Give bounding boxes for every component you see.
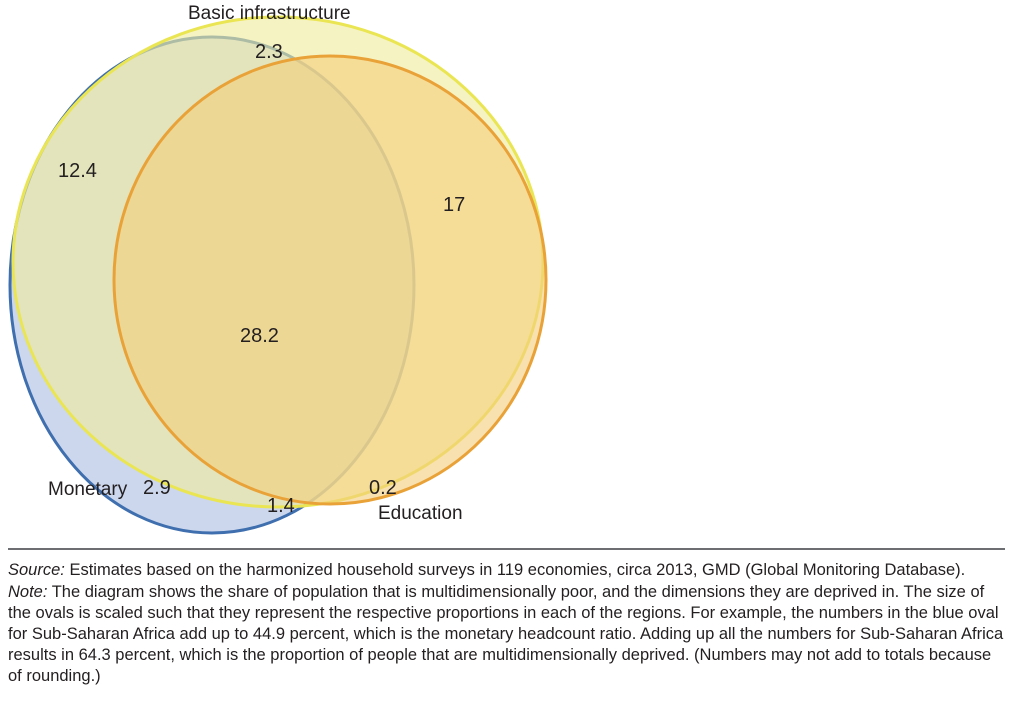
source-label: Source: bbox=[8, 561, 65, 579]
value-education-only: 17 bbox=[443, 194, 466, 216]
label-education: Education bbox=[378, 503, 463, 524]
note-label: Note: bbox=[8, 583, 48, 601]
value-all-three: 28.2 bbox=[240, 325, 279, 347]
value-basic-only: 2.3 bbox=[255, 41, 283, 63]
note-text: The diagram shows the share of population that is multidimensionally poor, and the dimensions they are deprived in. The size of the ovals is scaled such that they represent the respective proportions in each of the regions. For example, the numbers in the blue oval for Sub-Saharan Africa add up to 44.9 percent, which is the monetary headcount ratio. Adding up all the numbers for Sub-Saharan Africa results in 64.3 percent, which is the proportion of people that are multidimensionally deprived. (Numbers may not add to totals because of rounding.) bbox=[8, 583, 1004, 685]
education-oval bbox=[114, 56, 546, 504]
notes-divider bbox=[8, 548, 1005, 550]
value-education-basic: 0.2 bbox=[369, 477, 397, 499]
general-note bbox=[8, 582, 1006, 687]
label-monetary: Monetary bbox=[48, 479, 128, 500]
value-monetary-basic: 2.9 bbox=[143, 477, 171, 499]
label-basic-infrastructure: Basic infrastructure bbox=[188, 3, 351, 24]
value-monetary-education: 1.4 bbox=[267, 495, 295, 517]
figure-notes bbox=[8, 548, 1006, 688]
source-note bbox=[8, 560, 1006, 581]
value-monetary-only: 12.4 bbox=[58, 160, 97, 182]
source-text: Estimates based on the harmonized household surveys in 119 economies, circa 2013, GMD (Global Monitoring Database). bbox=[64, 561, 966, 579]
